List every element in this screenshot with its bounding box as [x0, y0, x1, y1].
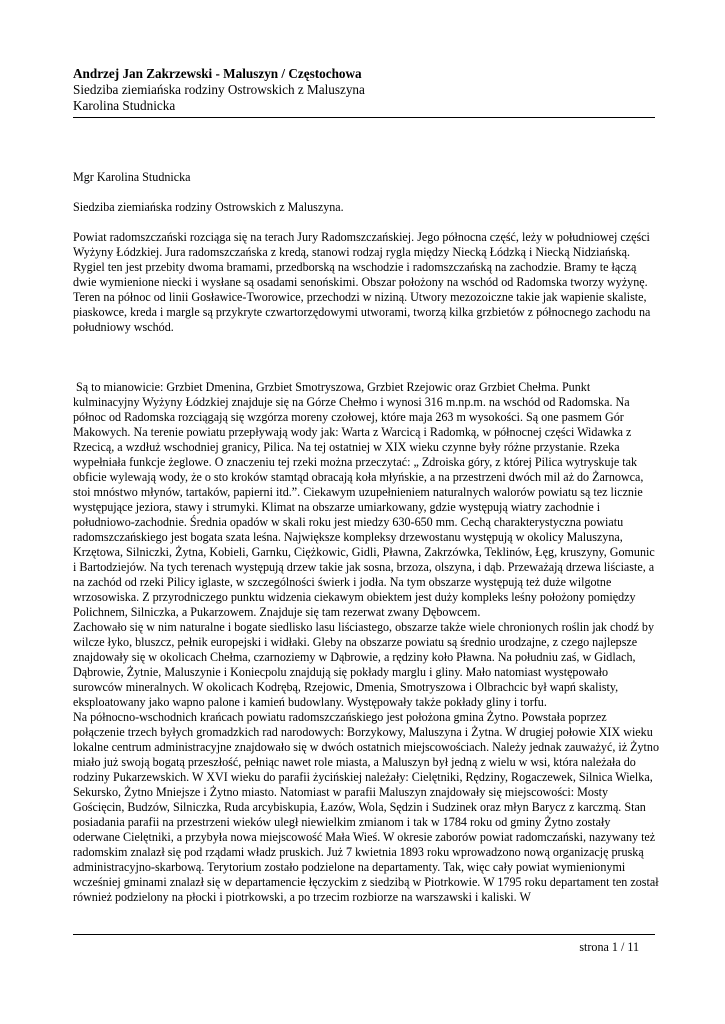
paragraph: Są to mianowicie: Grzbiet Dmenina, Grzbiet Smotryszowa, Grzbiet Rzejowic oraz Grzbiet Chełma. Punkt kulminacyjny Wyżyny Łódzkiej znajduje się na Górze Chełmo i wynosi 316 m.np.m. na wschód od Radomska. Na północ od Radomska rozciągają się wzgórza moreny czołowej, które maja 263 m wysokości. Są one pasmem Gór Makowych. Na terenie powiatu przepływają wody jak: Warta z Warcicą i Radomką, w północnej części Widawka z Rzecicą, a wzdłuż wschodniej granicy, Pilica. Na tej ostatniej w XIX wieku czynne były różne przystanie. Rzeka wypełniała funkcje żeglowe. O znaczeniu tej rzeki można przeczytać: „ Zdroiska góry, z której Pilica wytryskuje tak obficie wylewają wody, że o sto kroków stamtąd obracają koła młyńskie, a na przestrzeni dwóch mil aż do Żarnowca, stoi mnóstwo młynów, tartaków, papierni itd.”. Ciekawym uzupełnieniem naturalnych walorów powiatu są tez licznie występujące jeziora, stawy i strumyki. Klimat na obszarze umiarkowany, gdzie występują wiatry zachodnie i południowo-zachodnie. Średnia opadów w skali roku jest miedzy 630-650 mm. Cechą charakterystyczna powiatu radomszczańskiego jest bogata szata leśna. Największe kompleksy drzewostanu występują w okolicy Maluszyna, Krzętowa, Silniczki, Żytna, Kobieli, Garnku, Ciężkowic, Gidli, Pławna, Zakrzówka, Teklinów, Łęg, kruszyny, Gomunic i Bartodziejów. Na tych terenach występują drzew takie jak sosna, brzoza, olszyna, i dąb. Przeważają drzewa liściaste, a na zachód od rzeki Pilicy iglaste, w szczególności świerk i jodła. Na tym obszarze występują też duże wilgotne wrzosowiska. Z przyrodniczego punktu widzenia ciekawym obiektem jest duży kompleks leśny położony pomiędzy Polichnem, Silniczka, a Pukarzowem. Znajduje się tam rezerwat zwany Dębowcem.: [73, 380, 655, 619]
page-header: [73, 66, 653, 114]
footer-divider: [73, 934, 655, 935]
author-line: Mgr Karolina Studnicka: [73, 170, 191, 184]
header-divider: [73, 117, 655, 118]
paragraph: Zachowało się w nim naturalne i bogate siedlisko lasu liściastego, obszarze także wiele chronionych roślin jak chodź by wilcze łyko, bluszcz, pełnik europejski i widłaki. Gleby na obszarze powiatu są średnio urodzajne, z czego najlepsze znajdowały się w okolicach Chełma, czarnoziemy w Dąbrowie, a rędziny koło Pławna. Na południu zaś, w Gidlach, Dąbrowie, Żytnie, Maluszynie i Koniecpolu znajdują się pokłady marglu i gliny. Mało natomiast występowało surowców mineralnych. W okolicach Kodrębą, Rzejowic, Dmenia, Smotryszowa i Olbrachcic był wapń skalisty, eksploatowany jako wapno palone i kamień budowlany. Występowały także pokłady gliny i torfu.: [73, 620, 654, 709]
header-author: Karolina Studnicka: [73, 98, 176, 113]
header-title: Andrzej Jan Zakrzewski - Maluszyn / Częstochowa: [73, 66, 362, 81]
page-number: strona 1 / 11: [579, 940, 639, 954]
document-body: [73, 170, 659, 905]
document-subtitle: Siedziba ziemiańska rodziny Ostrowskich z Maluszyna.: [73, 200, 344, 214]
paragraph: Na północno-wschodnich krańcach powiatu radomszczańskiego jest położona gmina Żytno. Powstała poprzez połączenie trzech byłych gromadzkich rad narodowych: Borzykowy, Maluszyna i Żytna. W drugiej połowie XIX wieku lokalne centrum administracyjne znajdowało się w dwóch ostatnich miejscowościach. Należy jednak zauważyć, iż Żytno miało już swoją bogatą przeszłość, pełniąc nawet role miasta, a Maluszyn był jedną z wielu w wsi, która należała do rodziny Pukarzewskich. W XVI wieku do parafii życińskiej należały: Cielętniki, Rędziny, Rogaczewek, Silnica Wielka, Sekursko, Żytno Mniejsze i Żytno miasto. Natomiast w parafii Maluszyn znajdowały się miejscowości: Mosty Gościęcin, Budzów, Silniczka, Ruda arcybiskupia, Łazów, Wola, Sędzin i Sudzinek oraz młyn Barycz z karczmą. Stan posiadania parafii na przestrzeni wieków uległ niewielkim zmianom i tak w 1784 roku od gminy Żytno zostały oderwane Cielętniki, a przybyła nowa miejscowość Mała Wieś. W okresie zaborów powiat radomczański, nazywany też radomskim znalazł się pod rządami władz pruskich. Już 7 kwietnia 1893 roku wprowadzono nową organizację pruską administracyjno-skarbową. Terytorium zostało podzielone na departamenty. Tak, więc cały powiat wymienionymi wcześniej gminami znalazł się w departamencie łęczyckim z siedzibą w Piotrkowie. W 1795 roku departament ten został również podzielony na płocki i piotrkowski, a po trzecim rozbiorze na warszawski i kaliski. W: [73, 710, 660, 904]
intro-paragraph: Powiat radomszczański rozciąga się na terach Jury Radomszczańskiej. Jego północna część, leży w południowej części Wyżyny Łódzkiej. Jura radomszczańska z kredą, stanowi rodzaj rygla między Niecką Łódzką i Niecką Nidziańską. Rygiel ten jest przebity dwoma bramami, przedborską na wschodzie i radomszczańską na zachodzie. Bramy te łączą dwie wymienione niecki i wysłane są osadami senońskimi. Obszar położony na wschód od Radomska tworzy wyżynę. Teren na północ od linii Gosławice-Tworowice, przechodzi w niziną. Utwory mezozoiczne takie jak wapienie skaliste, piaskowce, kreda i margle są przykryte czwartorzędowymi utworami, tworzą kilka grzbietów z północnego zachodu na południowy wschód.: [73, 230, 651, 334]
header-subtitle: Siedziba ziemiańska rodziny Ostrowskich z Maluszyna: [73, 82, 365, 97]
